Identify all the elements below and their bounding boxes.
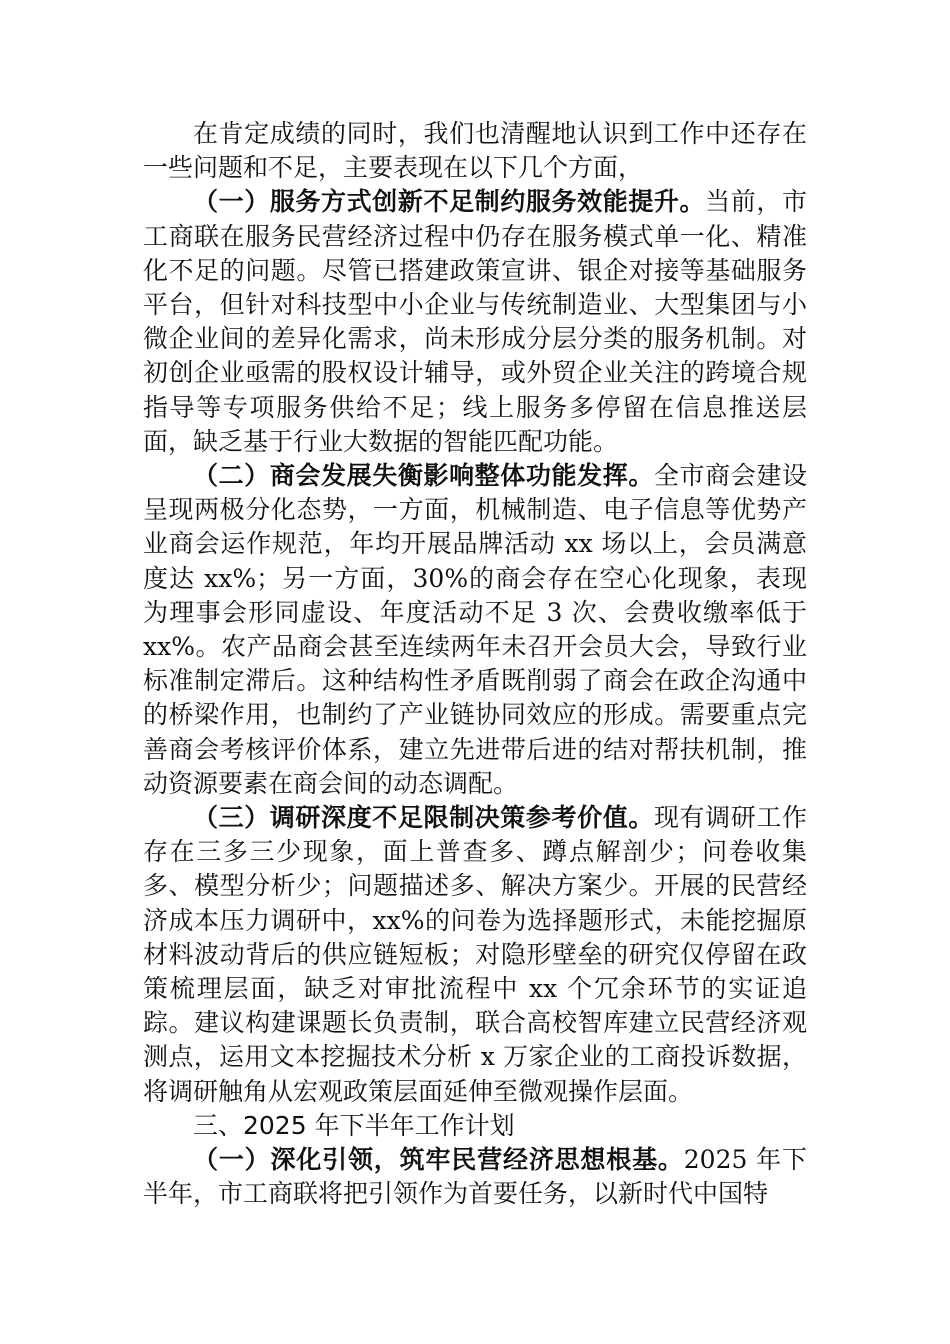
problem-2-body: 全市商会建设呈现两极分化态势，一方面，机械制造、电子信息等优势产业商会运作规范，年均开展品牌活动 xx 场以上，会员满意度达 xx%；另一方面，30%的商会存在空心化现象，表现为理事会形同虚设、年度活动不足 3 次、会费收缴率低于 xx%。农产品商会甚至连续两年未召开会员大会，导致行业标准制定滞后。这种结构性矛盾既削弱了商会在政企沟通中的桥梁作用，也制约了产业链协同效应的形成。需要重点完善商会考核评价体系，建立先进带后进的结对帮扶机制，推动资源要素在商会间的动态调配。 — [143, 461, 807, 798]
problem-paragraph-2 — [143, 459, 807, 801]
plan-paragraph-1 — [143, 1143, 807, 1211]
problem-paragraph-3 — [143, 801, 807, 1109]
plan-1-body: 2025 年下半年，市工商联将把引领作为首要任务，以新时代中国特 — [143, 1145, 807, 1209]
plan-1-heading: （一）深化引领，筑牢民营经济思想根基。 — [193, 1145, 684, 1175]
intro-paragraph: 在肯定成绩的同时，我们也清醒地认识到工作中还存在一些问题和不足，主要表现在以下几个方面， — [143, 119, 807, 183]
document-page — [143, 117, 807, 1212]
section-heading: 三、2025 年下半年工作计划 — [193, 1110, 515, 1140]
problem-3-heading: （三）调研深度不足限制决策参考价值。 — [193, 803, 654, 833]
problem-3-body: 现有调研工作存在三多三少现象，面上普查多、蹲点解剖少；问卷收集多、模型分析少；问题描述多、解决方案少。开展的民营经济成本压力调研中，xx%的问卷为选择题形式，未能挖掘原材料波动背后的供应链短板；对隐形壁垒的研究仅停留在政策梳理层面，缺乏对审批流程中 xx 个冗余环节的实证追踪。建议构建课题长负责制，联合高校智库建立民营经济观测点，运用文本挖掘技术分析 x 万家企业的工商投诉数据，将调研触角从宏观政策层面延伸至微观操作层面。 — [143, 803, 807, 1106]
problem-1-heading: （一）服务方式创新不足制约服务效能提升。 — [193, 187, 706, 217]
problem-paragraph-1 — [143, 185, 807, 459]
problem-1-body: 当前，市工商联在服务民营经济过程中仍存在服务模式单一化、精准化不足的问题。尽管已搭建政策宣讲、银企对接等基础服务平台，但针对科技型中小企业与传统制造业、大型集团与小微企业间的差异化需求，尚未形成分层分类的服务机制。对初创企业亟需的股权设计辅导，或外贸企业关注的跨境合规指导等专项服务供给不足；线上服务多停留在信息推送层面，缺乏基于行业大数据的智能匹配功能。 — [143, 187, 807, 456]
problem-2-heading: （二）商会发展失衡影响整体功能发挥。 — [193, 461, 654, 491]
